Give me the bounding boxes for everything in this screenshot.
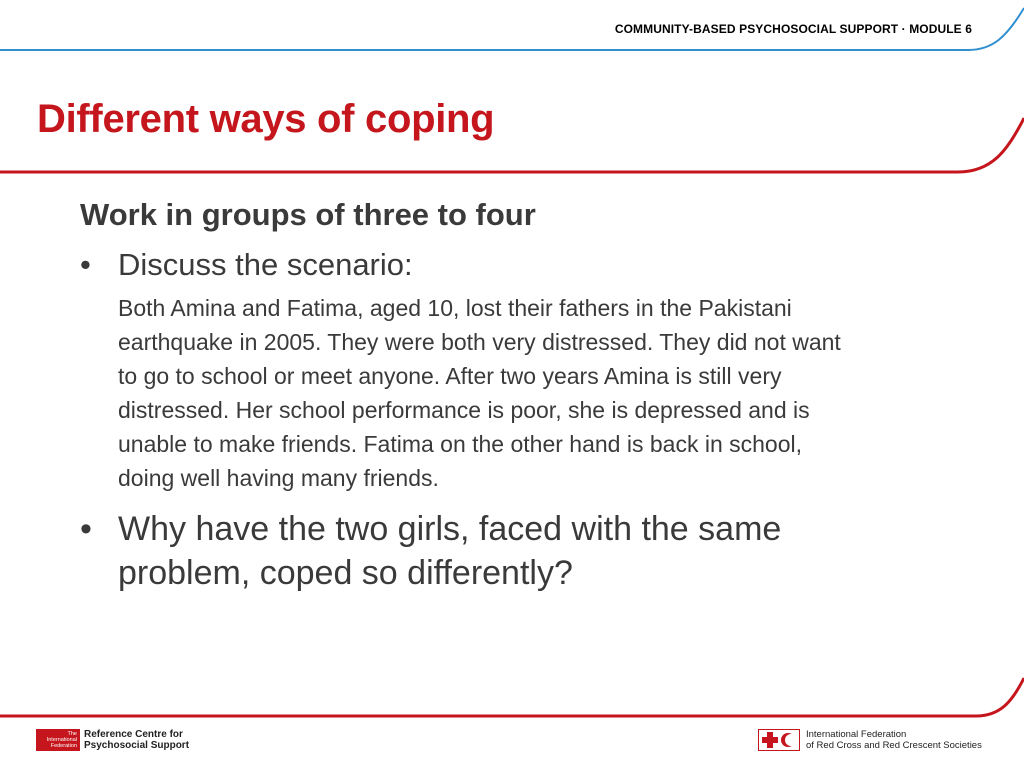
footer-red-divider <box>0 678 1024 716</box>
mini-logo-line: Federation <box>50 743 77 749</box>
federation-mini-logo <box>36 729 80 751</box>
bullet-item <box>80 245 880 285</box>
scenario-paragraph: Both Amina and Fatima, aged 10, lost their fathers in the Pakistani earthquake in 2005. They were both very distressed. They did not want to go to school or meet anyone. After two years Amina is still very distressed. Her school performance is poor, she is depressed and is unable to make friends. Fatima on the other hand is back in school, doing well having many friends. <box>118 295 841 491</box>
slide-content <box>80 195 880 595</box>
mini-logo-line: International <box>46 737 77 743</box>
reference-centre-logo <box>36 729 189 751</box>
slide-subheading: Work in groups of three to four <box>80 197 536 232</box>
federation-line2: of Red Cross and Red Crescent Societies <box>806 740 982 751</box>
bullet-marker: • <box>80 510 92 548</box>
header-module-label: COMMUNITY-BASED PSYCHOSOCIAL SUPPORT · MODULE 6 <box>614 22 972 36</box>
top-blue-divider <box>0 8 1024 50</box>
slide-title: Different ways of coping <box>37 97 495 141</box>
reference-centre-line1: Reference Centre for <box>84 729 183 740</box>
reference-centre-line2: Psychosocial Support <box>84 740 190 751</box>
federation-text <box>806 729 982 751</box>
bullet-text: Discuss the scenario: <box>118 247 413 282</box>
federation-line1: International Federation <box>806 729 907 740</box>
bullet-text: Why have the two girls, faced with the same problem, coped so differently? <box>118 510 782 592</box>
red-cross-icon <box>761 731 779 749</box>
emblem-box <box>758 729 800 751</box>
bullet-marker: • <box>80 247 91 282</box>
mini-logo-line: The <box>67 731 77 737</box>
reference-centre-text <box>84 729 189 751</box>
ifrc-logo <box>758 729 982 751</box>
bullet-item <box>80 507 888 595</box>
red-crescent-icon <box>779 731 797 749</box>
